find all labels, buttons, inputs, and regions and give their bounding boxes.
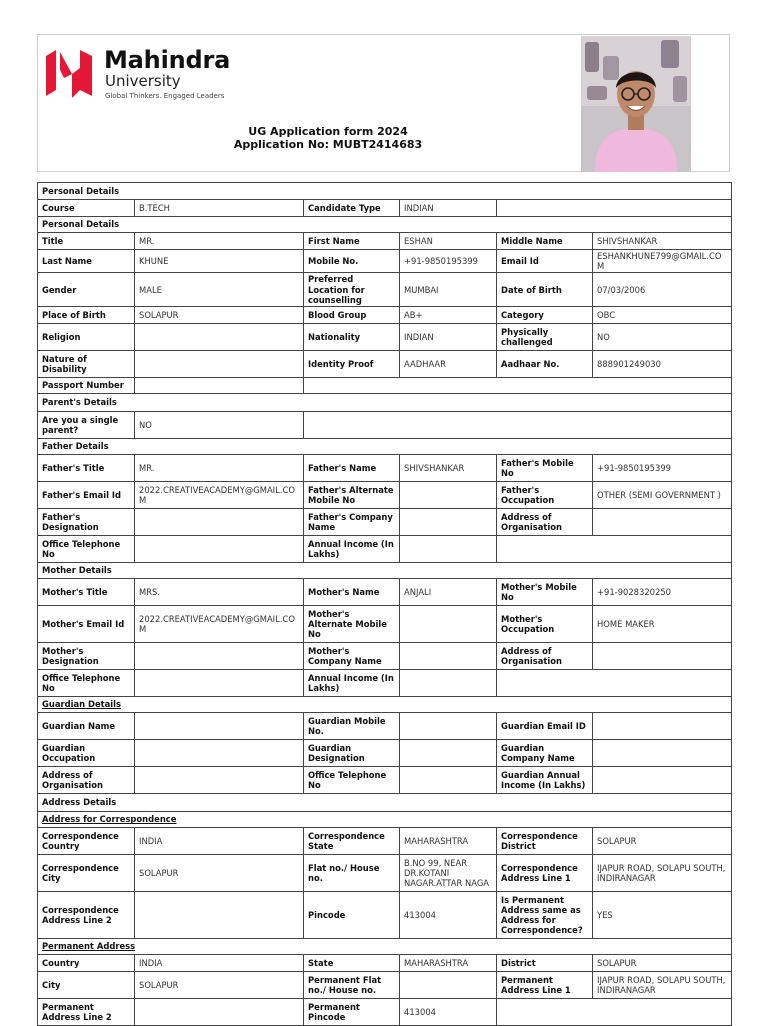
perm-pincode-value: 413004 xyxy=(400,999,497,1026)
email-value: ESHANKHUNE799@GMAIL.COM xyxy=(593,250,732,273)
table-row xyxy=(38,972,732,999)
place-of-birth-value: SOLAPUR xyxy=(135,307,304,324)
mother-name-label: Mother's Name xyxy=(304,579,400,606)
passport-label: Passport Number xyxy=(38,378,135,394)
perm-line1-label: Permanent Address Line 1 xyxy=(497,972,593,999)
identity-proof-value: AADHAAR xyxy=(400,351,497,378)
mother-designation-label: Mother's Designation xyxy=(38,643,135,670)
table-row xyxy=(38,697,732,713)
father-title-value: MR. xyxy=(135,455,304,482)
table-row xyxy=(38,579,732,606)
table-row xyxy=(38,509,732,536)
brand-name: Mahindra xyxy=(104,46,231,74)
father-name-value: SHIVSHANKAR xyxy=(400,455,497,482)
table-row xyxy=(38,394,732,412)
preferred-location-label: Preferred Location for counselling xyxy=(304,273,400,307)
form-title-block xyxy=(198,125,458,151)
application-form-table xyxy=(37,182,732,1026)
empty-cell xyxy=(497,200,732,217)
middle-name-value: SHIVSHANKAR xyxy=(593,233,732,250)
mother-office-tel-value xyxy=(135,670,304,697)
mother-office-tel-label: Office Telephone No xyxy=(38,670,135,697)
subsection-guardian-details: Guardian Details xyxy=(38,697,732,713)
mother-org-address-value xyxy=(593,643,732,670)
corr-state-label: Correspondence State xyxy=(304,828,400,855)
last-name-label: Last Name xyxy=(38,250,135,273)
table-row xyxy=(38,999,732,1026)
table-row xyxy=(38,828,732,855)
candidate-photo xyxy=(581,36,691,172)
mother-mobile-label: Mother's Mobile No xyxy=(497,579,593,606)
guardian-org-address-label: Address of Organisation xyxy=(38,767,135,794)
mother-income-label: Annual Income (In Lakhs) xyxy=(304,670,400,697)
perm-country-value: INDIA xyxy=(135,955,304,972)
mother-company-label: Mother's Company Name xyxy=(304,643,400,670)
aadhaar-value: 888901249030 xyxy=(593,351,732,378)
mother-email-value: 2022.CREATIVEACADEMY@GMAIL.COM xyxy=(135,606,304,643)
nature-disability-value xyxy=(135,351,304,378)
category-value: OBC xyxy=(593,307,732,324)
first-name-value: ESHAN xyxy=(400,233,497,250)
guardian-income-value xyxy=(593,767,732,794)
guardian-email-label: Guardian Email ID xyxy=(497,713,593,740)
table-row xyxy=(38,439,732,455)
table-row xyxy=(38,855,732,892)
father-office-tel-value xyxy=(135,536,304,563)
corr-line1-label: Correspondence Address Line 1 xyxy=(497,855,593,892)
guardian-office-tel-label: Office Telephone No xyxy=(304,767,400,794)
perm-line1-value: IJAPUR ROAD, SOLAPU SOUTH, INDIRANAGAR xyxy=(593,972,732,999)
empty-cell xyxy=(497,999,732,1026)
table-row xyxy=(38,606,732,643)
father-occupation-value: OTHER (SEMI GOVERNMENT ) xyxy=(593,482,732,509)
perm-city-value: SOLAPUR xyxy=(135,972,304,999)
mother-org-address-label: Address of Organisation xyxy=(497,643,593,670)
father-alt-mobile-value xyxy=(400,482,497,509)
corr-district-value: SOLAPUR xyxy=(593,828,732,855)
table-row xyxy=(38,740,732,767)
mother-company-value xyxy=(400,643,497,670)
guardian-office-tel-value xyxy=(400,767,497,794)
permanent-same-value: YES xyxy=(593,892,732,939)
father-alt-mobile-label: Father's Alternate Mobile No xyxy=(304,482,400,509)
mahindra-logo-icon xyxy=(46,50,94,102)
physically-challenged-label: Physically challenged xyxy=(497,324,593,351)
perm-flat-value xyxy=(400,972,497,999)
mobile-value: +91-9850195399 xyxy=(400,250,497,273)
place-of-birth-label: Place of Birth xyxy=(38,307,135,324)
guardian-name-value xyxy=(135,713,304,740)
father-income-label: Annual Income (In Lakhs) xyxy=(304,536,400,563)
father-income-value xyxy=(400,536,497,563)
corr-line2-value xyxy=(135,892,304,939)
perm-state-label: State xyxy=(304,955,400,972)
table-row xyxy=(38,794,732,812)
guardian-mobile-value xyxy=(400,713,497,740)
table-row xyxy=(38,536,732,563)
form-title: UG Application form 2024 xyxy=(248,125,408,138)
religion-value xyxy=(135,324,304,351)
guardian-income-label: Guardian Annual Income (In Lakhs) xyxy=(497,767,593,794)
table-row xyxy=(38,643,732,670)
single-parent-label: Are you a single parent? xyxy=(38,412,135,439)
section-parents-details: Parent's Details xyxy=(38,394,732,412)
father-designation-label: Father's Designation xyxy=(38,509,135,536)
physically-challenged-value: NO xyxy=(593,324,732,351)
table-row xyxy=(38,412,732,439)
title-label: Title xyxy=(38,233,135,250)
dob-label: Date of Birth xyxy=(497,273,593,307)
preferred-location-value: MUMBAI xyxy=(400,273,497,307)
father-mobile-value: +91-9850195399 xyxy=(593,455,732,482)
corr-line2-label: Correspondence Address Line 2 xyxy=(38,892,135,939)
mother-designation-value xyxy=(135,643,304,670)
corr-flat-label: Flat no./ House no. xyxy=(304,855,400,892)
mother-alt-mobile-value xyxy=(400,606,497,643)
corr-state-value: MAHARASHTRA xyxy=(400,828,497,855)
corr-country-value: INDIA xyxy=(135,828,304,855)
table-row xyxy=(38,812,732,828)
guardian-designation-value xyxy=(400,740,497,767)
gender-value: MALE xyxy=(135,273,304,307)
first-name-label: First Name xyxy=(304,233,400,250)
corr-pincode-value: 413004 xyxy=(400,892,497,939)
mother-title-label: Mother's Title xyxy=(38,579,135,606)
guardian-org-address-value xyxy=(135,767,304,794)
father-office-tel-label: Office Telephone No xyxy=(38,536,135,563)
perm-city-label: City xyxy=(38,972,135,999)
father-designation-value xyxy=(135,509,304,536)
subsection-correspondence-address: Address for Correspondence xyxy=(38,812,732,828)
table-row xyxy=(38,250,732,273)
category-label: Category xyxy=(497,307,593,324)
subsection-father-details: Father Details xyxy=(38,439,732,455)
table-row xyxy=(38,200,732,217)
identity-proof-label: Identity Proof xyxy=(304,351,400,378)
table-row xyxy=(38,892,732,939)
father-mobile-label: Father's Mobile No xyxy=(497,455,593,482)
table-row xyxy=(38,378,732,394)
perm-pincode-label: Permanent Pincode xyxy=(304,999,400,1026)
guardian-company-value xyxy=(593,740,732,767)
blood-group-label: Blood Group xyxy=(304,307,400,324)
table-row xyxy=(38,324,732,351)
father-company-value xyxy=(400,509,497,536)
table-row xyxy=(38,670,732,697)
brand-tagline: Global Thinkers. Engaged Leaders xyxy=(105,92,225,100)
mother-occupation-value: HOME MAKER xyxy=(593,606,732,643)
mother-alt-mobile-label: Mother's Alternate Mobile No xyxy=(304,606,400,643)
guardian-occupation-value xyxy=(135,740,304,767)
aadhaar-label: Aadhaar No. xyxy=(497,351,593,378)
perm-flat-label: Permanent Flat no./ House no. xyxy=(304,972,400,999)
section-personal-details: Personal Details xyxy=(38,183,732,200)
table-row xyxy=(38,233,732,250)
father-email-value: 2022.CREATIVEACADEMY@GMAIL.COM xyxy=(135,482,304,509)
table-row xyxy=(38,217,732,233)
candidate-type-value: INDIAN xyxy=(400,200,497,217)
mother-income-value xyxy=(400,670,497,697)
table-row xyxy=(38,307,732,324)
table-row xyxy=(38,939,732,955)
subsection-permanent-address: Permanent Address xyxy=(38,939,732,955)
section-address-details: Address Details xyxy=(38,794,732,812)
corr-city-label: Correspondence City xyxy=(38,855,135,892)
nature-disability-label: Nature of Disability xyxy=(38,351,135,378)
corr-district-label: Correspondence District xyxy=(497,828,593,855)
table-row xyxy=(38,455,732,482)
father-email-label: Father's Email Id xyxy=(38,482,135,509)
dob-value: 07/03/2006 xyxy=(593,273,732,307)
mother-title-value: MRS. xyxy=(135,579,304,606)
corr-city-value: SOLAPUR xyxy=(135,855,304,892)
subsection-personal-details: Personal Details xyxy=(38,217,732,233)
empty-cell xyxy=(304,378,732,394)
candidate-type-label: Candidate Type xyxy=(304,200,400,217)
mother-email-label: Mother's Email Id xyxy=(38,606,135,643)
guardian-mobile-label: Guardian Mobile No. xyxy=(304,713,400,740)
perm-district-label: District xyxy=(497,955,593,972)
table-row xyxy=(38,183,732,200)
brand-subtitle: University xyxy=(105,72,181,90)
father-org-address-label: Address of Organisation xyxy=(497,509,593,536)
table-row xyxy=(38,767,732,794)
course-value: B.TECH xyxy=(135,200,304,217)
perm-district-value: SOLAPUR xyxy=(593,955,732,972)
guardian-name-label: Guardian Name xyxy=(38,713,135,740)
empty-cell xyxy=(497,536,732,563)
father-title-label: Father's Title xyxy=(38,455,135,482)
title-value: MR. xyxy=(135,233,304,250)
email-label: Email Id xyxy=(497,250,593,273)
mother-mobile-value: +91-9028320250 xyxy=(593,579,732,606)
perm-state-value: MAHARASHTRA xyxy=(400,955,497,972)
perm-line2-value xyxy=(135,999,304,1026)
father-name-label: Father's Name xyxy=(304,455,400,482)
corr-line1-value: IJAPUR ROAD, SOLAPU SOUTH, INDIRANAGAR xyxy=(593,855,732,892)
father-occupation-label: Father's Occupation xyxy=(497,482,593,509)
guardian-email-value xyxy=(593,713,732,740)
blood-group-value: AB+ xyxy=(400,307,497,324)
course-label: Course xyxy=(38,200,135,217)
nationality-value: INDIAN xyxy=(400,324,497,351)
guardian-designation-label: Guardian Designation xyxy=(304,740,400,767)
table-row xyxy=(38,563,732,579)
guardian-company-label: Guardian Company Name xyxy=(497,740,593,767)
gender-label: Gender xyxy=(38,273,135,307)
corr-country-label: Correspondence Country xyxy=(38,828,135,855)
passport-value xyxy=(135,378,304,394)
perm-line2-label: Permanent Address Line 2 xyxy=(38,999,135,1026)
corr-pincode-label: Pincode xyxy=(304,892,400,939)
application-number: Application No: MUBT2414683 xyxy=(233,138,423,151)
table-row xyxy=(38,955,732,972)
table-row xyxy=(38,482,732,509)
form-header xyxy=(37,34,730,172)
mother-occupation-label: Mother's Occupation xyxy=(497,606,593,643)
mother-name-value: ANJALI xyxy=(400,579,497,606)
perm-country-label: Country xyxy=(38,955,135,972)
father-company-label: Father's Company Name xyxy=(304,509,400,536)
table-row xyxy=(38,351,732,378)
religion-label: Religion xyxy=(38,324,135,351)
nationality-label: Nationality xyxy=(304,324,400,351)
permanent-same-label: Is Permanent Address same as Address for Correspondence? xyxy=(497,892,593,939)
empty-cell xyxy=(304,412,732,439)
middle-name-label: Middle Name xyxy=(497,233,593,250)
father-org-address-value xyxy=(593,509,732,536)
guardian-occupation-label: Guardian Occupation xyxy=(38,740,135,767)
empty-cell xyxy=(497,670,732,697)
mobile-label: Mobile No. xyxy=(304,250,400,273)
corr-flat-value: B.NO 99, NEAR DR.KOTANI NAGAR.ATTAR NAGA xyxy=(400,855,497,892)
subsection-mother-details: Mother Details xyxy=(38,563,732,579)
table-row xyxy=(38,713,732,740)
last-name-value: KHUNE xyxy=(135,250,304,273)
table-row xyxy=(38,273,732,307)
single-parent-value: NO xyxy=(135,412,304,439)
